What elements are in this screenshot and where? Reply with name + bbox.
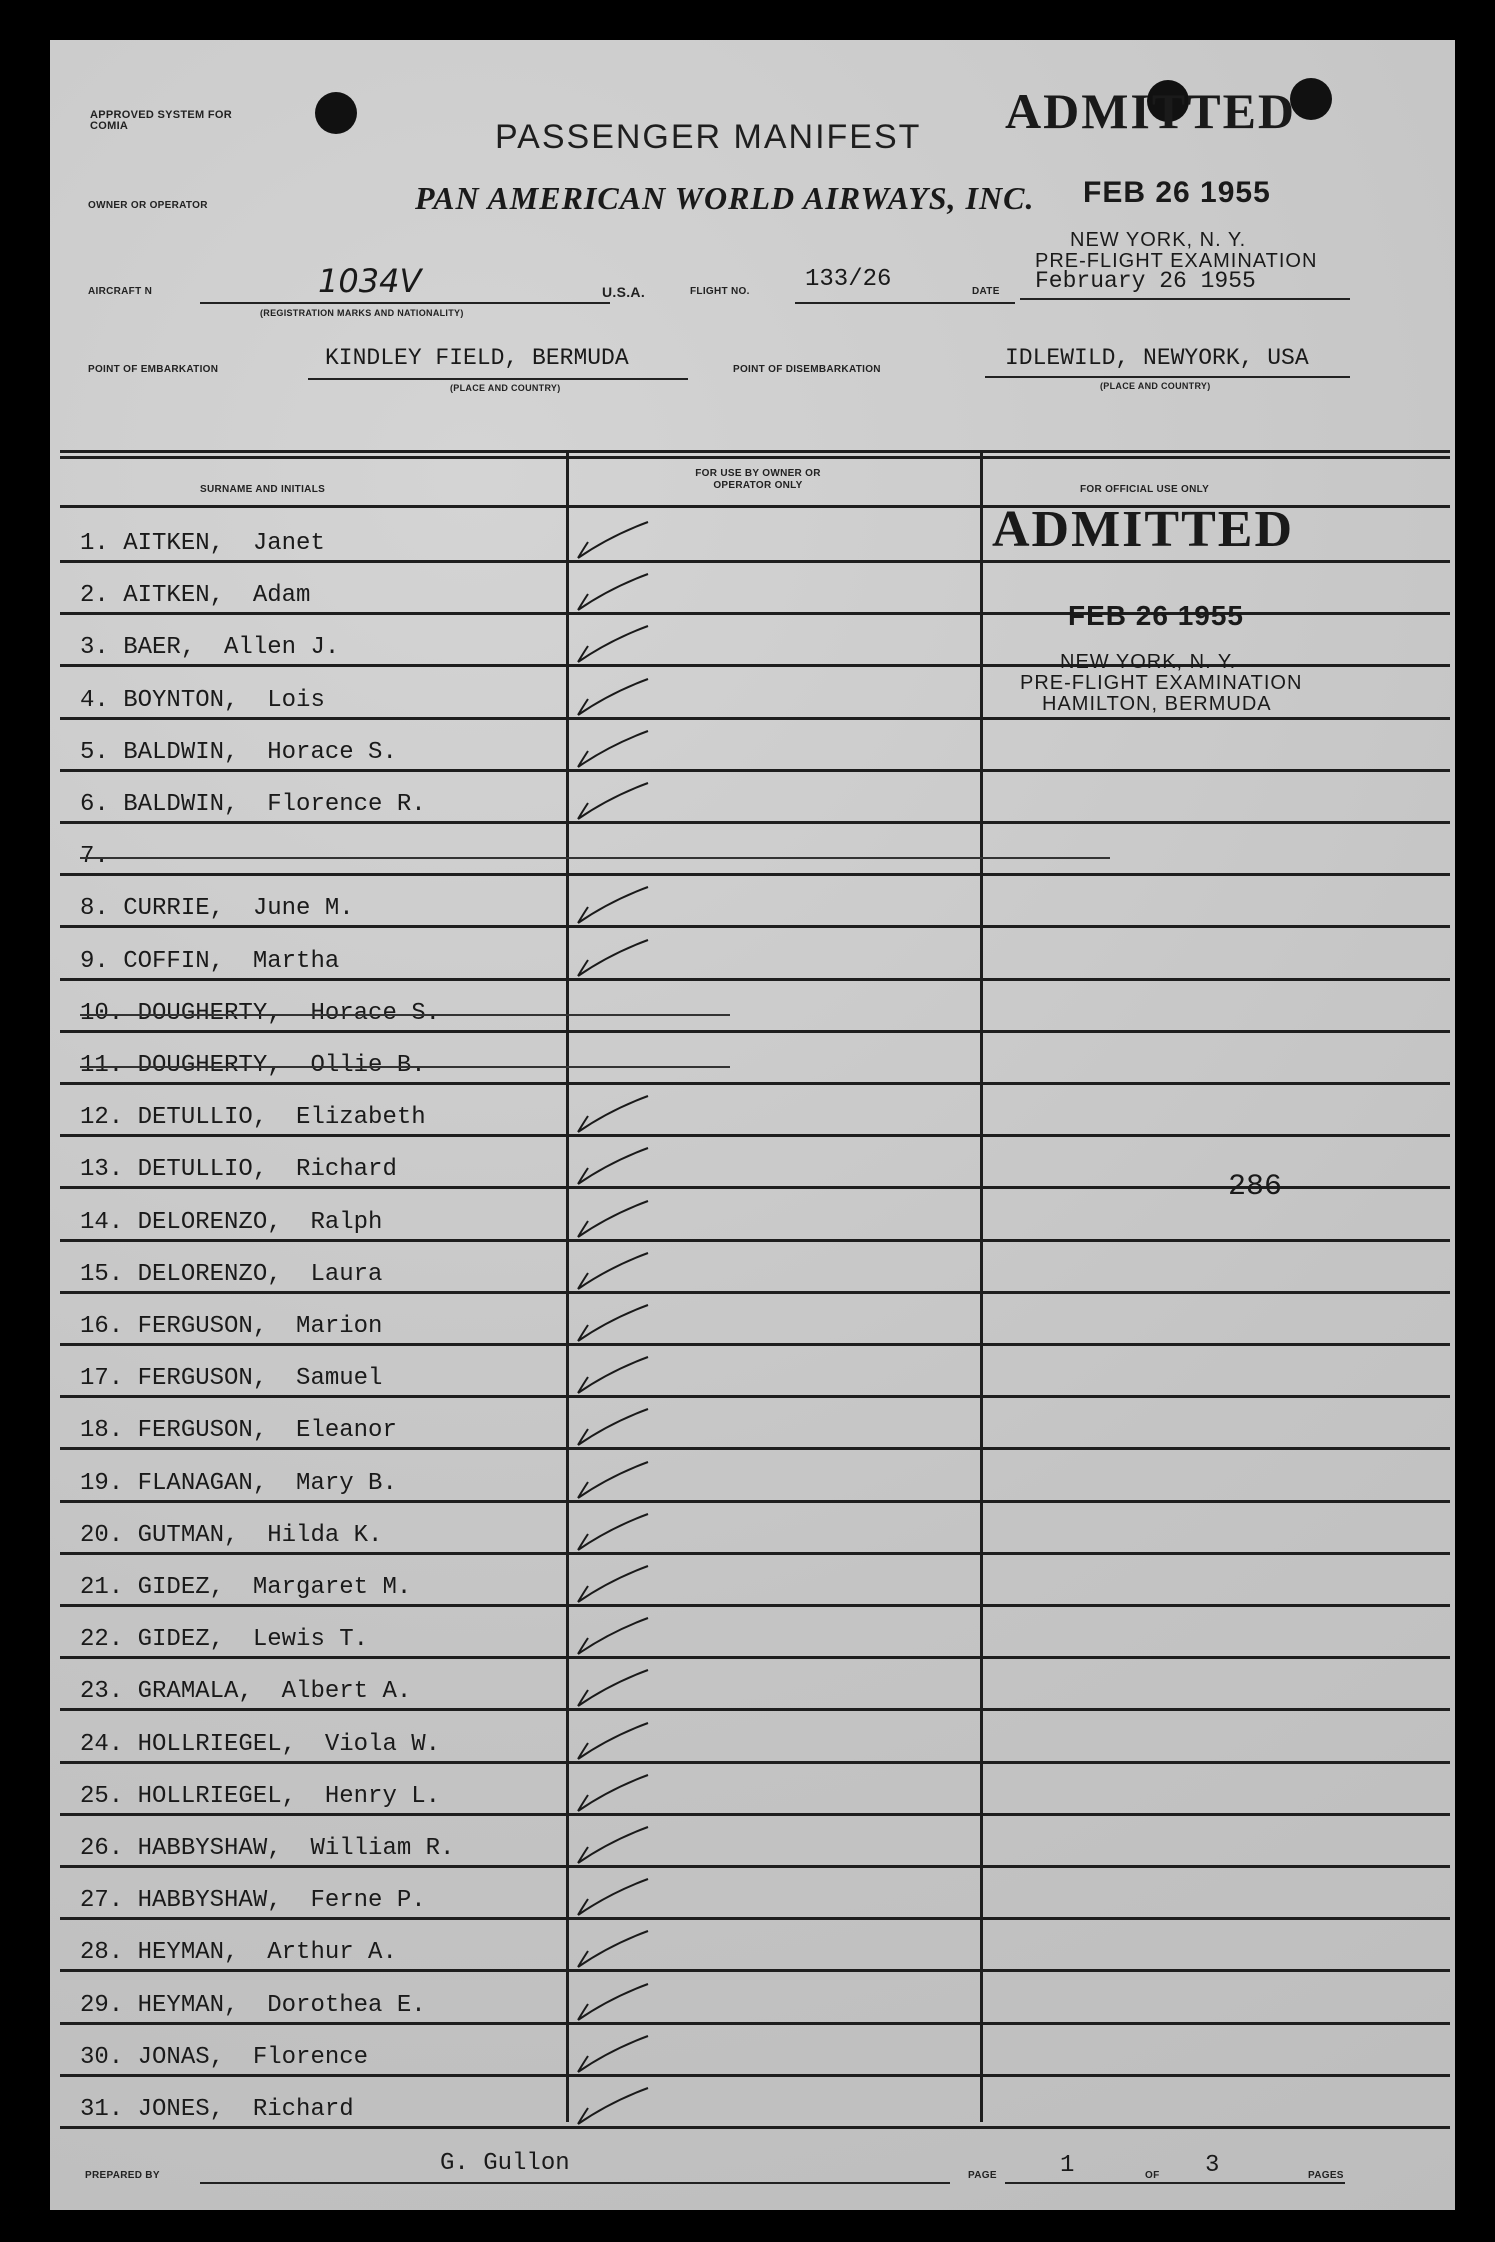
date-line xyxy=(1020,298,1350,300)
disembark-sub: (PLACE AND COUNTRY) xyxy=(1100,381,1211,391)
row-divider xyxy=(60,2074,1450,2077)
passenger-name: 22. GIDEZ, Lewis T. xyxy=(80,1626,369,1654)
check-mark-icon xyxy=(570,622,660,668)
row-divider xyxy=(60,1291,1450,1294)
disembark-line xyxy=(985,376,1350,378)
flight-label: FLIGHT NO. xyxy=(690,286,750,297)
check-mark-icon xyxy=(570,1719,660,1765)
aircraft-value: 1034V xyxy=(318,262,422,300)
of-label: OF xyxy=(1145,2170,1160,2181)
check-mark-icon xyxy=(570,883,660,929)
owner-label: OWNER OR OPERATOR xyxy=(88,200,208,211)
passenger-name: 18. FERGUSON, Eleanor xyxy=(80,1417,397,1445)
passenger-name: 28. HEYMAN, Arthur A. xyxy=(80,1939,397,1967)
strikethrough-line xyxy=(80,857,1110,859)
passenger-name: 15. DELORENZO, Laura xyxy=(80,1260,383,1288)
page-label: PAGE xyxy=(968,2170,997,2181)
passenger-name: 25. HOLLRIEGEL, Henry L. xyxy=(80,1782,441,1810)
passenger-name: 30. JONAS, Florence xyxy=(80,2043,369,2071)
row-divider xyxy=(60,1500,1450,1503)
check-mark-icon xyxy=(570,518,660,564)
table-top-line xyxy=(60,450,1450,453)
embark-line xyxy=(308,378,688,380)
row-divider xyxy=(60,1761,1450,1764)
passenger-name: 31. JONES, Richard xyxy=(80,2096,354,2123)
check-mark-icon xyxy=(570,1510,660,1556)
check-mark-icon xyxy=(570,1458,660,1504)
stamp-exam-top: PRE-FLIGHT EXAMINATION xyxy=(1035,250,1318,272)
passenger-name: 9. COFFIN, Martha xyxy=(80,947,340,975)
of-value: 3 xyxy=(1205,2152,1220,2179)
official-stamp-date: FEB 26 1955 xyxy=(1068,600,1244,631)
passenger-name: 29. HEYMAN, Dorothea E. xyxy=(80,1991,426,2019)
check-mark-icon xyxy=(570,1980,660,2026)
aircraft-sub: (REGISTRATION MARKS AND NATIONALITY) xyxy=(260,308,464,318)
check-mark-icon xyxy=(570,1927,660,1973)
row-divider xyxy=(60,925,1450,928)
passenger-name: 21. GIDEZ, Margaret M. xyxy=(80,1574,412,1601)
row-divider xyxy=(60,821,1450,824)
check-mark-icon xyxy=(570,2084,660,2130)
check-mark-icon xyxy=(570,1092,660,1138)
row-divider xyxy=(60,664,1450,667)
row-divider xyxy=(60,1604,1450,1607)
check-mark-icon xyxy=(570,1405,660,1451)
row-divider xyxy=(60,1343,1450,1346)
row-divider xyxy=(60,560,1450,563)
row-divider xyxy=(60,1395,1450,1398)
aircraft-label: AIRCRAFT N xyxy=(88,286,153,297)
official-number: 286 xyxy=(1228,1170,1283,1204)
passenger-name: 2. AITKEN, Adam xyxy=(80,582,311,610)
strikethrough-line xyxy=(80,1014,730,1016)
table-top-line-2 xyxy=(60,456,1450,459)
check-mark-icon xyxy=(570,1197,660,1243)
row-divider xyxy=(60,1917,1450,1920)
check-mark-icon xyxy=(570,1875,660,1921)
check-mark-icon xyxy=(570,1301,660,1347)
official-stamp-city: NEW YORK, N. Y. xyxy=(1060,651,1237,673)
passenger-name: 8. CURRIE, June M. xyxy=(80,895,354,923)
punch-hole xyxy=(1290,78,1332,120)
passenger-name: 20. GUTMAN, Hilda K. xyxy=(80,1521,383,1549)
passenger-name: 1. AITKEN, Janet xyxy=(80,530,325,557)
check-mark-icon xyxy=(570,727,660,773)
row-divider xyxy=(60,1656,1450,1659)
official-stamp-location: HAMILTON, BERMUDA xyxy=(1042,693,1272,715)
stamp-city-top: NEW YORK, N. Y. xyxy=(1070,229,1247,251)
passenger-name: 5. BALDWIN, Horace S. xyxy=(80,738,397,766)
passenger-name: 13. DETULLIO, Richard xyxy=(80,1156,397,1184)
page-value: 1 xyxy=(1060,2152,1075,2179)
passenger-name: 27. HABBYSHAW, Ferne P. xyxy=(80,1887,426,1915)
passenger-name: 11. DOUGHERTY, Ollie B. xyxy=(80,1052,426,1079)
aircraft-line xyxy=(200,302,610,304)
row-divider xyxy=(60,769,1450,772)
passenger-name: 4. BOYNTON, Lois xyxy=(80,686,325,714)
approved-stamp: APPROVED SYSTEM FOR COMIA xyxy=(90,109,232,132)
row-divider xyxy=(60,1239,1450,1242)
row-divider xyxy=(60,1134,1450,1137)
col-header-owner: FOR USE BY OWNER OR OPERATOR ONLY xyxy=(695,468,821,491)
row-divider xyxy=(60,1708,1450,1711)
date-value: February 26 1955 xyxy=(1035,268,1256,294)
disembark-label: POINT OF DISEMBARKATION xyxy=(733,364,881,375)
passenger-name: 10. DOUGHERTY, Horace S. xyxy=(80,999,441,1027)
check-mark-icon xyxy=(570,2032,660,2078)
check-mark-icon xyxy=(570,779,660,825)
col-header-names: SURNAME AND INITIALS xyxy=(200,484,326,495)
prepared-line xyxy=(200,2182,950,2184)
official-stamp-exam: PRE-FLIGHT EXAMINATION xyxy=(1020,672,1303,694)
check-mark-icon xyxy=(570,1666,660,1712)
check-mark-icon xyxy=(570,1144,660,1190)
row-divider xyxy=(60,1813,1450,1816)
usa-label: U.S.A. xyxy=(602,284,646,300)
check-mark-icon xyxy=(570,1823,660,1869)
punch-hole xyxy=(315,92,357,134)
row-divider xyxy=(60,2126,1450,2129)
row-divider xyxy=(60,873,1450,876)
passenger-name: 17. FERGUSON, Samuel xyxy=(80,1365,383,1393)
check-mark-icon xyxy=(570,1249,660,1295)
row-divider xyxy=(60,717,1450,720)
row-divider xyxy=(60,1865,1450,1868)
prepared-label: PREPARED BY xyxy=(85,2170,160,2181)
date-label: DATE xyxy=(972,286,1000,297)
passenger-name: 12. DETULLIO, Elizabeth xyxy=(80,1104,426,1132)
column-divider xyxy=(566,452,569,2122)
col-header-official: FOR OFFICIAL USE ONLY xyxy=(1080,484,1210,495)
passenger-name: 3. BAER, Allen J. xyxy=(80,634,340,662)
check-mark-icon xyxy=(570,936,660,982)
row-divider xyxy=(60,1969,1450,1972)
admitted-stamp-top: ADMITTED xyxy=(1005,83,1297,139)
row-divider xyxy=(60,2022,1450,2025)
admitted-stamp-official: ADMITTED xyxy=(992,501,1295,558)
column-divider xyxy=(980,452,983,2122)
check-mark-icon xyxy=(570,1614,660,1660)
disembark-value: IDLEWILD, NEWYORK, USA xyxy=(1005,345,1309,371)
row-divider xyxy=(60,978,1450,981)
row-divider xyxy=(60,1447,1450,1450)
row-divider xyxy=(60,1082,1450,1085)
page-title: PASSENGER MANIFEST xyxy=(495,118,922,156)
stamp-date-top: FEB 26 1955 xyxy=(1083,176,1271,209)
passenger-name: 14. DELORENZO, Ralph xyxy=(80,1208,383,1236)
passenger-name: 26. HABBYSHAW, William R. xyxy=(80,1835,455,1862)
check-mark-icon xyxy=(570,675,660,721)
pages-label: PAGES xyxy=(1308,2170,1344,2181)
page-line xyxy=(1005,2182,1345,2184)
flight-line xyxy=(795,302,1015,304)
prepared-value: G. Gullon xyxy=(440,2150,570,2177)
check-mark-icon xyxy=(570,1771,660,1817)
passenger-name: 23. GRAMALA, Albert A. xyxy=(80,1678,412,1706)
strikethrough-line xyxy=(80,1066,730,1068)
passenger-name: 16. FERGUSON, Marion xyxy=(80,1313,383,1340)
passenger-name: 6. BALDWIN, Florence R. xyxy=(80,791,426,818)
manifest-document xyxy=(50,40,1455,2210)
passenger-name: 24. HOLLRIEGEL, Viola W. xyxy=(80,1730,441,1758)
flight-value: 133/26 xyxy=(805,266,892,293)
embark-sub: (PLACE AND COUNTRY) xyxy=(450,383,561,393)
airline-name: PAN AMERICAN WORLD AIRWAYS, INC. xyxy=(415,180,1035,216)
row-divider xyxy=(60,1552,1450,1555)
passenger-name: 7. xyxy=(80,843,109,871)
embark-value: KINDLEY FIELD, BERMUDA xyxy=(325,345,629,371)
embark-label: POINT OF EMBARKATION xyxy=(88,364,219,375)
check-mark-icon xyxy=(570,1353,660,1399)
row-divider xyxy=(60,1030,1450,1033)
check-mark-icon xyxy=(570,570,660,616)
check-mark-icon xyxy=(570,1562,660,1608)
passenger-name: 19. FLANAGAN, Mary B. xyxy=(80,1469,397,1497)
